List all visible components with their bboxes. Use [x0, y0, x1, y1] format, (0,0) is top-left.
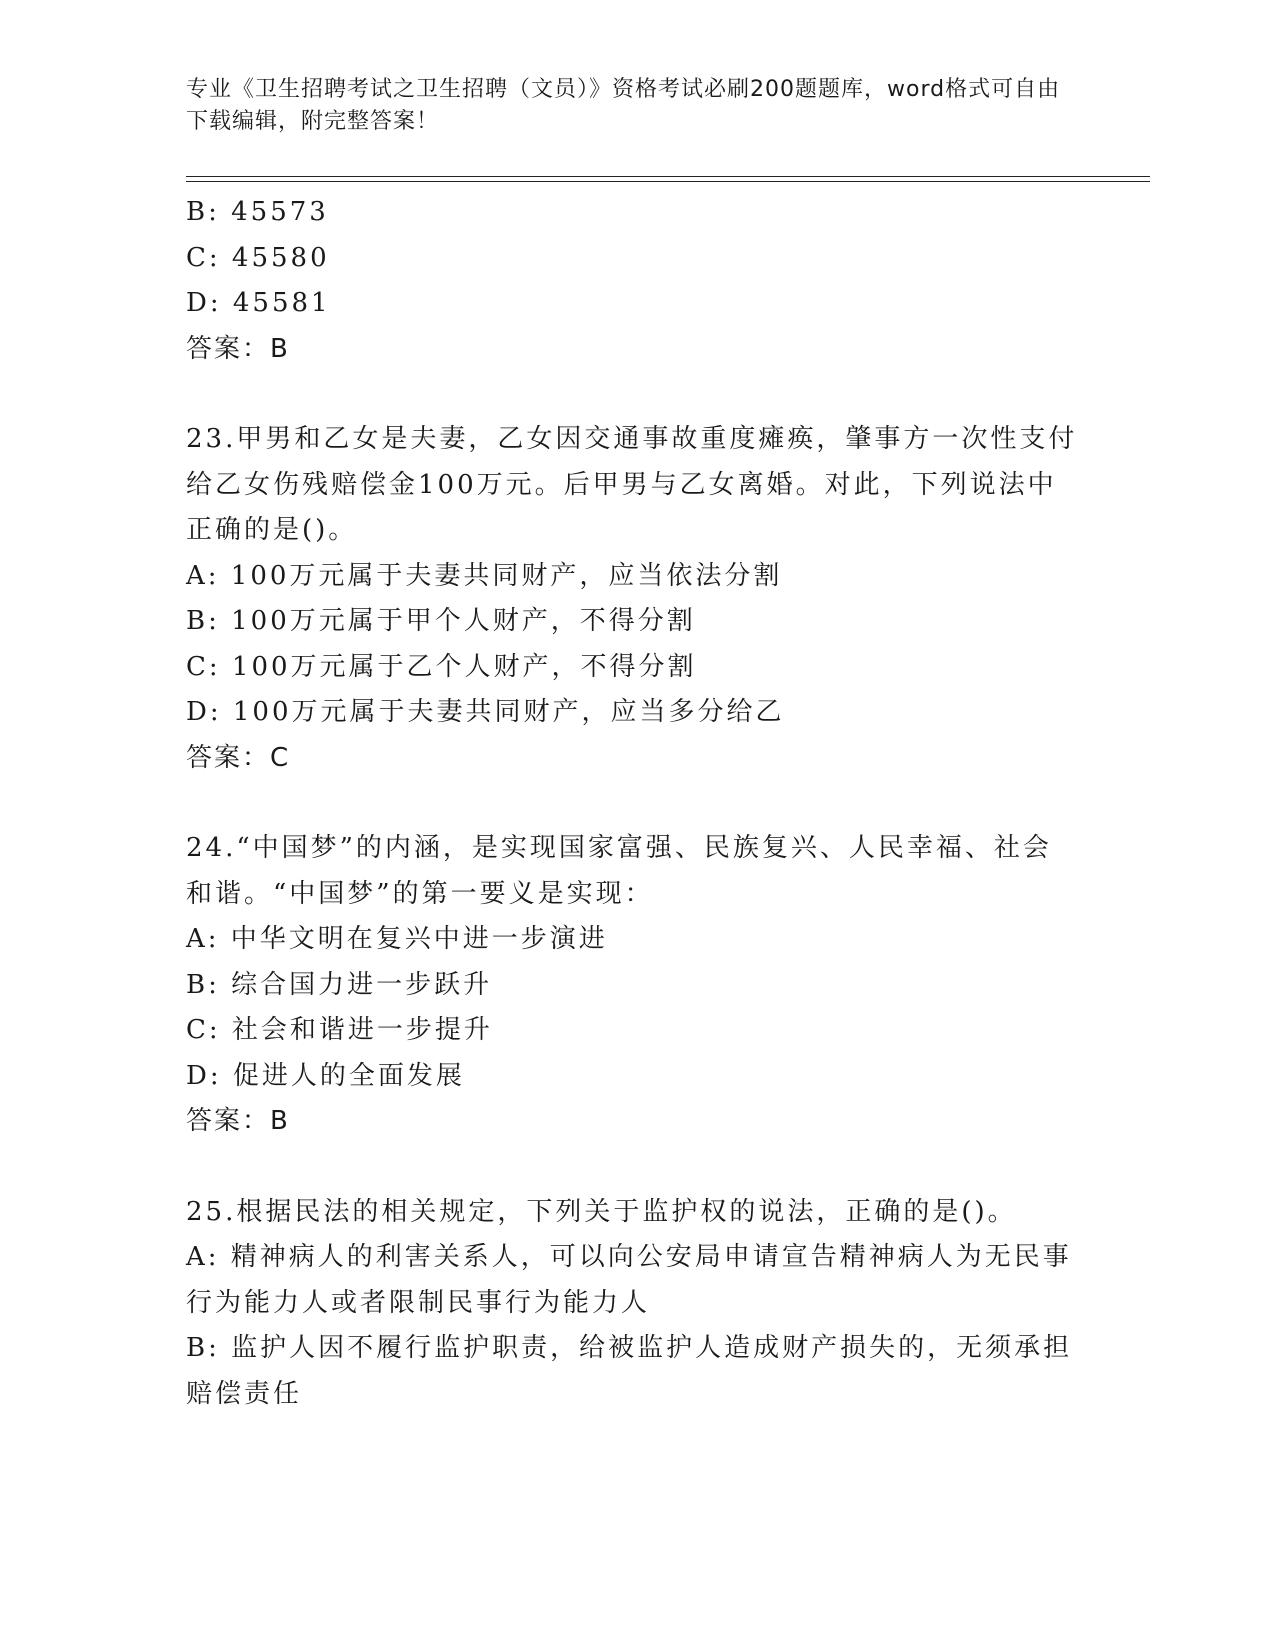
question-stem-line: 24.“中国梦”的内涵，是实现国家富强、民族复兴、人民幸福、社会 — [186, 833, 1052, 863]
question-23 — [186, 417, 1076, 781]
answer: 答案：B — [186, 1106, 290, 1136]
question-stem-line: 正确的是()。 — [186, 515, 358, 545]
option-c: C: 45580 — [186, 242, 330, 273]
question-stem-line: 23.甲男和乙女是夫妻，乙女因交通事故重度瘫痪，肇事方一次性支付 — [186, 424, 1078, 454]
question-stem-line: 和谐。“中国梦”的第一要义是实现： — [186, 878, 654, 909]
option-d: D: 100万元属于夫妻共同财产，应当多分给乙 — [186, 697, 785, 727]
option-c: C: 社会和谐进一步提升 — [186, 1015, 493, 1045]
prev-question — [186, 190, 1076, 372]
header-rule-bottom — [186, 181, 1150, 182]
question-stem-line: 给乙女伤残赔偿金100万元。后甲男与乙女离婚。对此，下列说法中 — [186, 469, 1057, 500]
option-d: D: 促进人的全面发展 — [186, 1060, 465, 1091]
question-24 — [186, 826, 1076, 1145]
header-title: 专业《卫生招聘考试之卫生招聘（文员）》资格考试必刷200题题库，word格式可自由下载编辑，附完整答案！ — [186, 77, 1061, 134]
question-stem-line: 25.根据民法的相关规定，下列关于监护权的说法，正确的是()。 — [186, 1196, 1017, 1227]
option-a-line-1: A: 精神病人的利害关系人，可以向公安局申请宣告精神病人为无民事 — [186, 1242, 1072, 1272]
option-b-line-2: 赔偿责任 — [186, 1378, 303, 1409]
answer: 答案：C — [186, 742, 291, 773]
option-a: A: 100万元属于夫妻共同财产，应当依法分割 — [186, 560, 783, 591]
option-b: B: 45573 — [186, 197, 329, 227]
spacer — [186, 372, 1076, 417]
option-a-line-2: 行为能力人或者限制民事行为能力人 — [186, 1287, 651, 1318]
option-c: C: 100万元属于乙个人财产，不得分割 — [186, 651, 697, 682]
option-d: D: 45581 — [186, 288, 331, 318]
page-header — [186, 74, 1066, 138]
answer: 答案：B — [186, 333, 290, 364]
question-25 — [186, 1190, 1076, 1418]
spacer — [186, 1145, 1076, 1190]
question-content — [186, 190, 1076, 1417]
option-b-line-1: B: 监护人因不履行监护职责，给被监护人造成财产损失的，无须承担 — [186, 1333, 1073, 1363]
option-b: B: 综合国力进一步跃升 — [186, 969, 493, 1000]
option-a: A: 中华文明在复兴中进一步演进 — [186, 924, 608, 954]
option-b: B: 100万元属于甲个人财产，不得分割 — [186, 606, 696, 636]
header-rule-top — [186, 176, 1150, 177]
spacer — [186, 781, 1076, 826]
